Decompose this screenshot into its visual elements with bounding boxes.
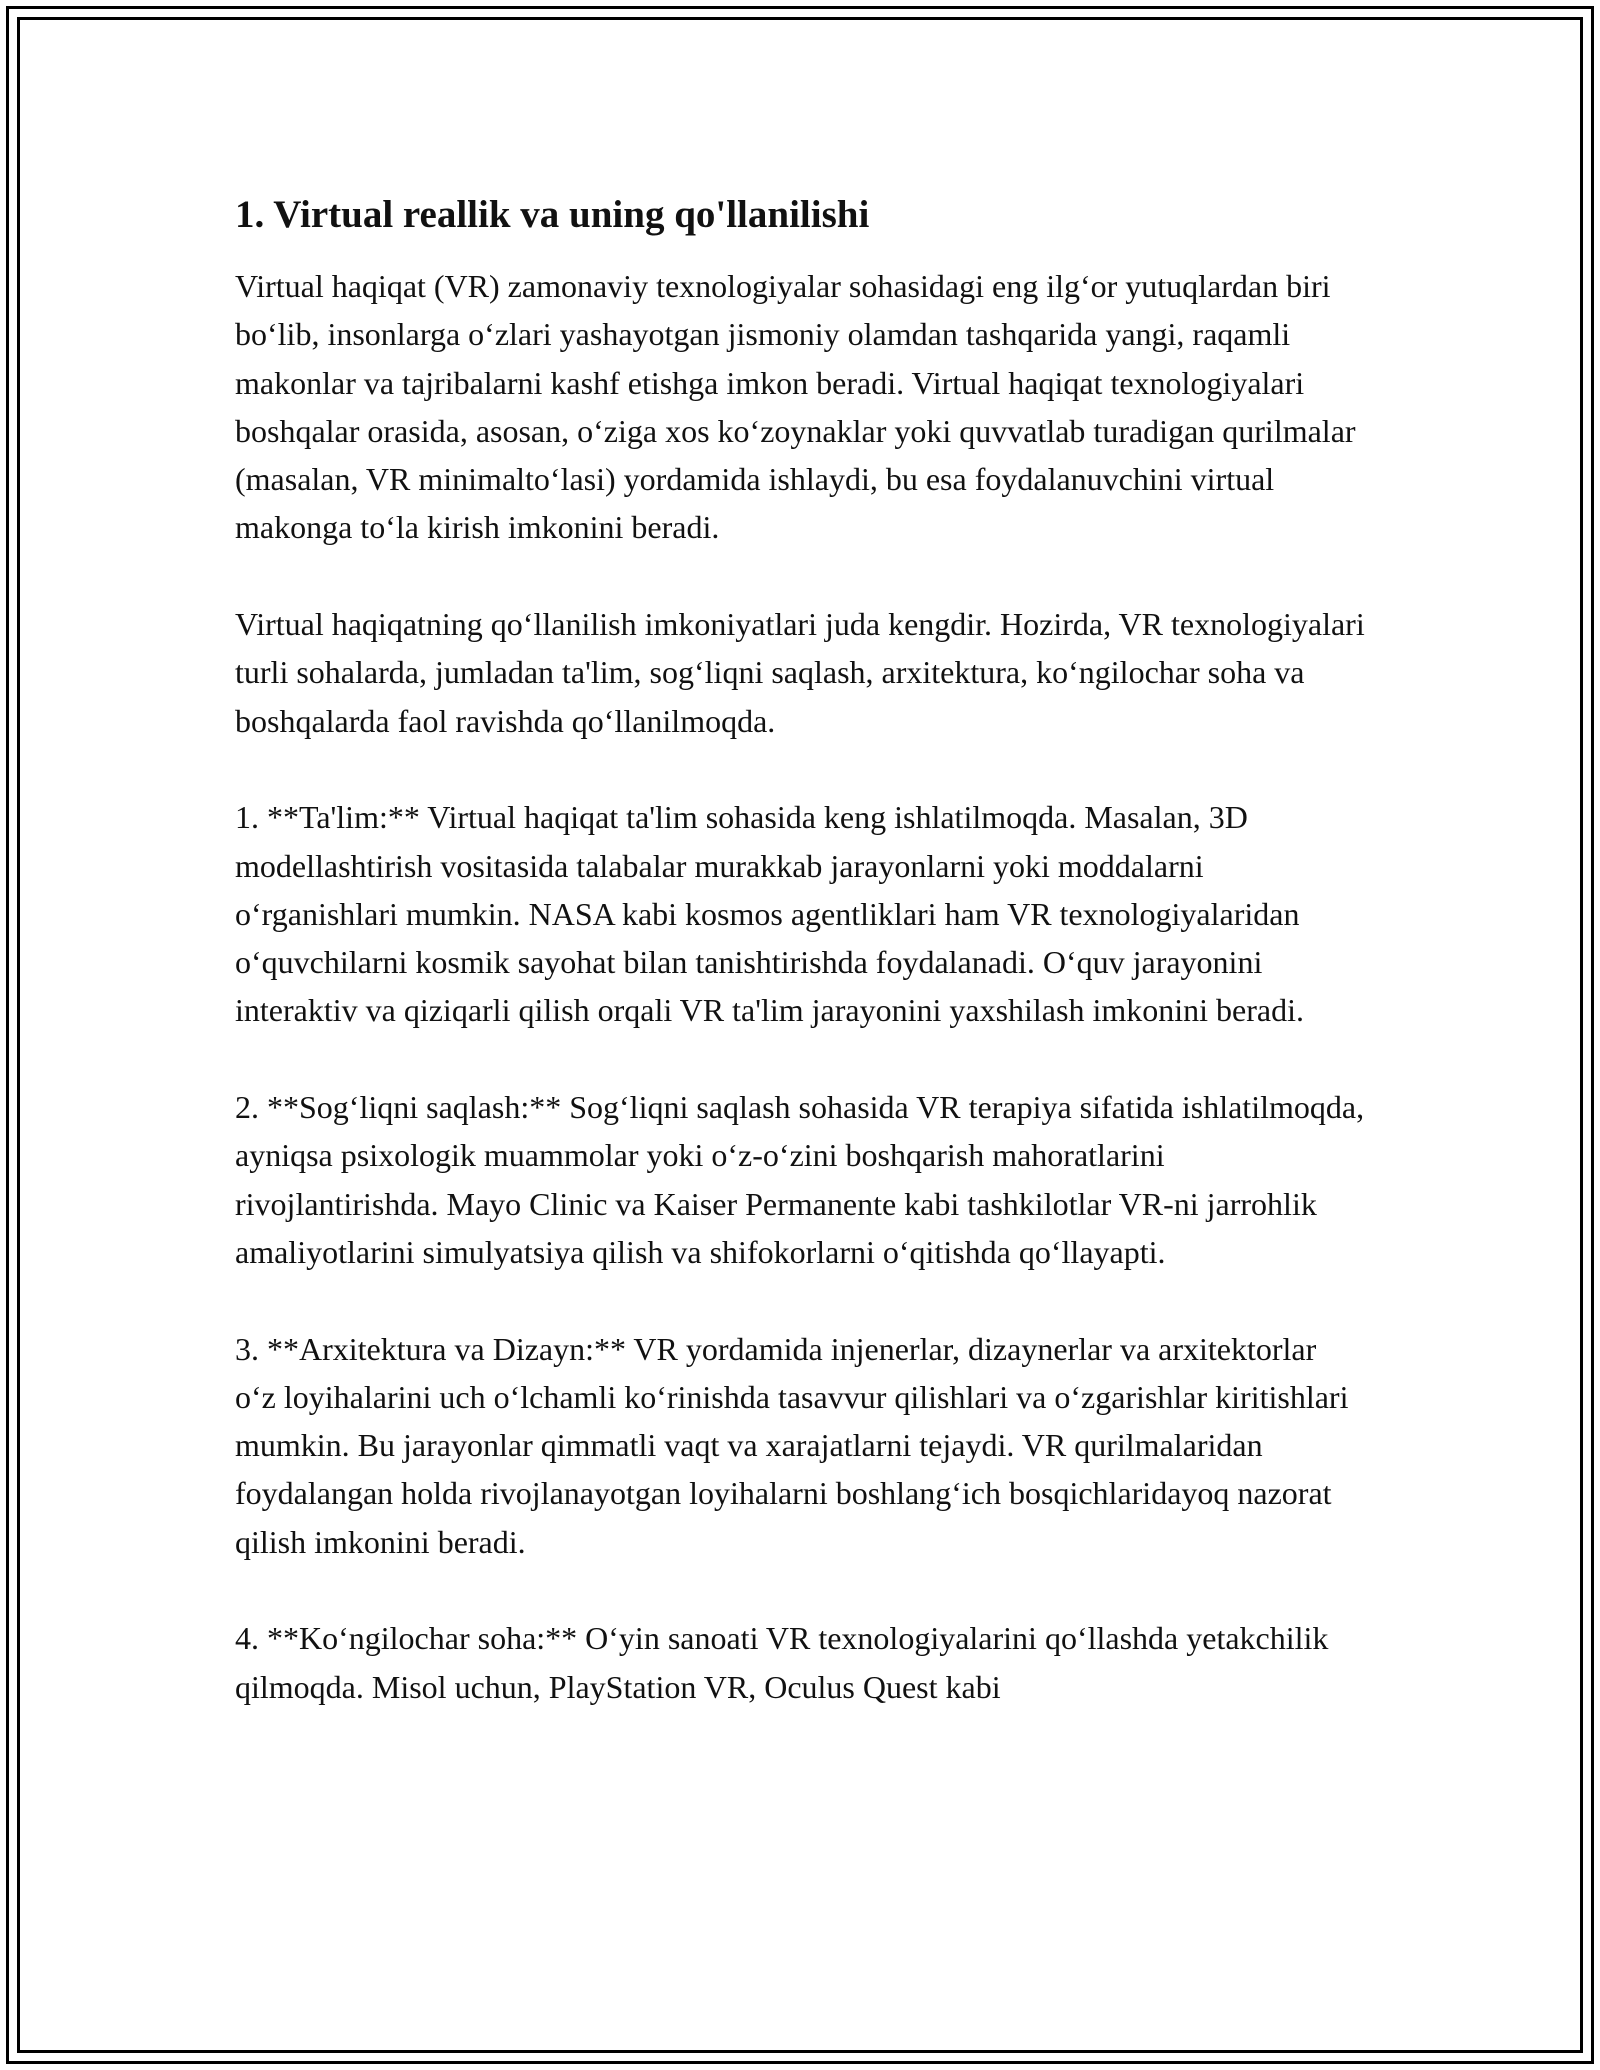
paragraph-architecture: 3. **Arxitektura va Dizayn:** VR yordamida injenerlar, dizaynerlar va arxitektorlar o‘z loyihalarini uch o‘lchamli ko‘rinishda tasavvur qilishlari va o‘zgarishlar kiritishlari mumkin. Bu jarayonlar qimmatli vaqt va xarajatlarni tejaydi. VR qurilmalaridan foydalangan holda rivojlanayotgan loyihalarni boshlang‘ich bosqichlaridayoq nazorat qilish imkonini beradi. [235, 1330, 1349, 1560]
paragraph-education: 1. **Ta'lim:** Virtual haqiqat ta'lim sohasida keng ishlatilmoqda. Masalan, 3D modellashtirish vositasida talabalar murakkab jarayonlarni yoki moddalarni o‘rganishlari mumkin. NASA kabi kosmos agentliklari ham VR texnologiyalaridan o‘quvchilarni kosmik sayohat bilan tanishtirishda foydalanadi. O‘quv jarayonini interaktiv va qiziqarli qilish orqali VR ta'lim jarayonini yaxshilash imkonini beradi. [235, 799, 1304, 1029]
document-body [235, 188, 1365, 1759]
paragraph-entertainment: 4. **Ko‘ngilochar soha:** O‘yin sanoati VR texnologiyalarini qo‘llashda yetakchilik qilmoqda. Misol uchun, PlayStation VR, Oculus Quest kabi [235, 1620, 1329, 1705]
section-heading: 1. Virtual reallik va uning qo'llanilishi [235, 193, 870, 236]
paragraph-healthcare: 2. **Sog‘liqni saqlash:** Sog‘liqni saqlash sohasida VR terapiya sifatida ishlatilmoqda, ayniqsa psixologik muammolar yoki o‘z-o‘zini boshqarish mahoratlarini rivojlantirishda. Mayo Clinic va Kaiser Permanente kabi tashkilotlar VR-ni jarrohlik amaliyotlarini simulyatsiya qilish va shifokorlarni o‘qitishda qo‘llayapti. [235, 1089, 1365, 1270]
paragraph-intro: Virtual haqiqat (VR) zamonaviy texnologiyalar sohasidagi eng ilg‘or yutuqlardan biri bo‘lib, insonlarga o‘zlari yashayotgan jismoniy olamdan tashqarida yangi, raqamli makonlar va tajribalarni kashf etishga imkon beradi. Virtual haqiqat texnologiyalari boshqalar orasida, asosan, o‘ziga xos ko‘zoynaklar yoki quvvatlab turadigan qurilmalar (masalan, VR minimalto‘lasi) yordamida ishlaydi, bu esa foydalanuvchini virtual makonga to‘la kirish imkonini beradi. [235, 268, 1356, 546]
paragraph-applications: Virtual haqiqatning qo‘llanilish imkoniyatlari juda kengdir. Hozirda, VR texnologiyalari turli sohalarda, jumladan ta'lim, sog‘liqni saqlash, arxitektura, ko‘ngilochar soha va boshqalarda faol ravishda qo‘llanilmoqda. [235, 606, 1365, 739]
